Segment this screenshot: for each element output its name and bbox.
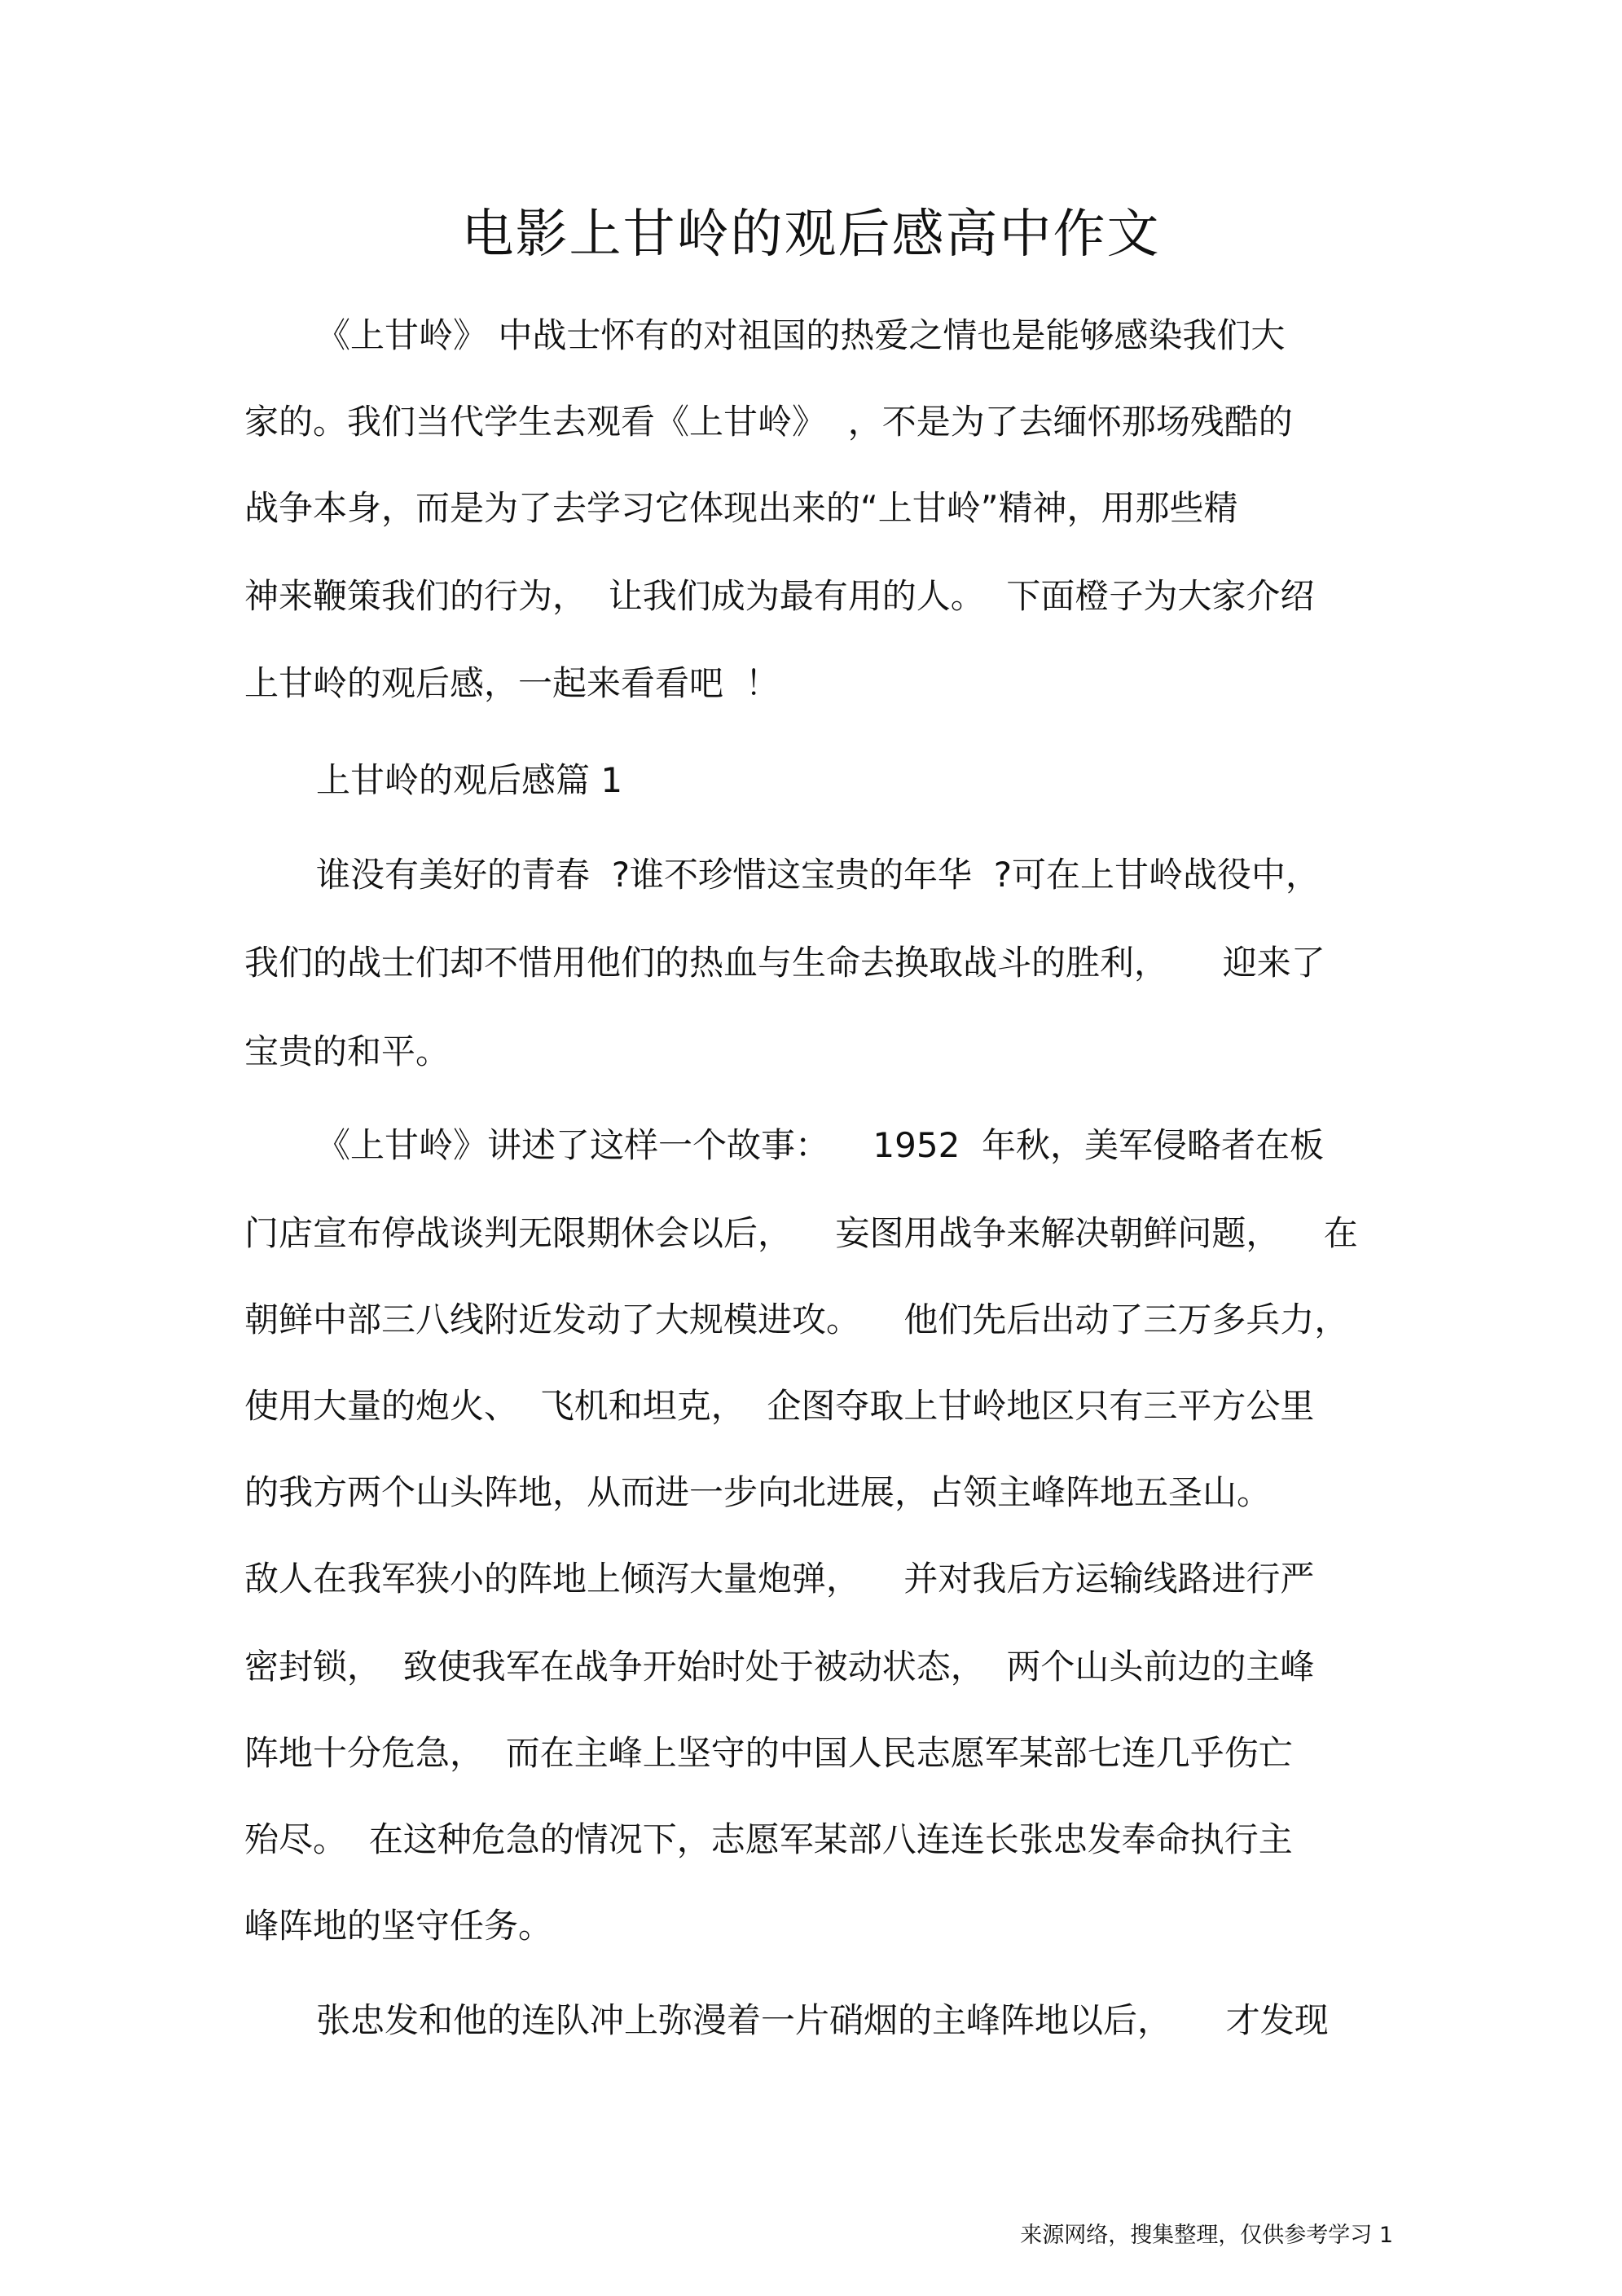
text-line: 朝鲜中部三八线附近发动了大规模进攻。 他们先后出动了三万多兵力， [244, 1300, 1349, 1339]
text-line: 《上甘岭》 中战士怀有的对祖国的热爱之情也是能够感染我们大 [316, 315, 1286, 355]
text-line: 《上甘岭》讲述了这样一个故事： 1952 年秋，美军侵略者在板 [316, 1125, 1324, 1165]
text-line: 殆尽。 在这种危急的情况下，志愿军某部八连连长张忠发奉命执行主 [244, 1819, 1293, 1859]
text-line: 峰阵地的坚守任务。 [244, 1906, 553, 1946]
text-line: 阵地十分危急， 而在主峰上坚守的中国人民志愿军某部七连几乎伤亡 [244, 1733, 1293, 1773]
text-line: 门店宣布停战谈判无限期休会以后， 妄图用战争来解决朝鲜问题， 在 [244, 1213, 1358, 1253]
text-line: 神来鞭策我们的行为， 让我们成为最有用的人。 下面橙子为大家介绍 [244, 576, 1315, 616]
text-line: 宝贵的和平。 [244, 1031, 451, 1071]
text-line: 家的。我们当代学生去观看《上甘岭》 ，不是为了去缅怀那场残酷的 [244, 402, 1293, 442]
section-heading: 上甘岭的观后感篇 1 [316, 760, 623, 800]
text-line: 的我方两个山头阵地，从而进一步向北进展，占领主峰阵地五圣山。 [244, 1472, 1272, 1512]
text-line: 敌人在我军狭小的阵地上倾泻大量炮弹， 并对我后方运输线路进行严 [244, 1559, 1315, 1599]
text-line: 战争本身，而是为了去学习它体现出来的“上甘岭”精神，用那些精 [244, 488, 1238, 528]
text-line: 上甘岭的观后感，一起来看看吧 ！ [244, 663, 780, 703]
text-line: 张忠发和他的连队冲上弥漫着一片硝烟的主峰阵地以后， 才发现 [316, 2000, 1329, 2040]
text-line: 使用大量的炮火、 飞机和坦克， 企图夺取上甘岭地区只有三平方公里 [244, 1386, 1315, 1426]
page-title: 电影上甘岭的观后感高中作文 [461, 205, 1161, 265]
page-footer: 来源网络，搜集整理，仅供参考学习 1 [1020, 2223, 1393, 2248]
text-line: 我们的战士们却不惜用他们的热血与生命去换取战斗的胜利， 迎来了 [244, 943, 1325, 983]
text-line: 密封锁， 致使我军在战争开始时处于被动状态， 两个山头前边的主峰 [244, 1647, 1315, 1687]
text-line: 谁没有美好的青春 ?谁不珍惜这宝贵的年华 ?可在上甘岭战役中， [316, 855, 1320, 895]
